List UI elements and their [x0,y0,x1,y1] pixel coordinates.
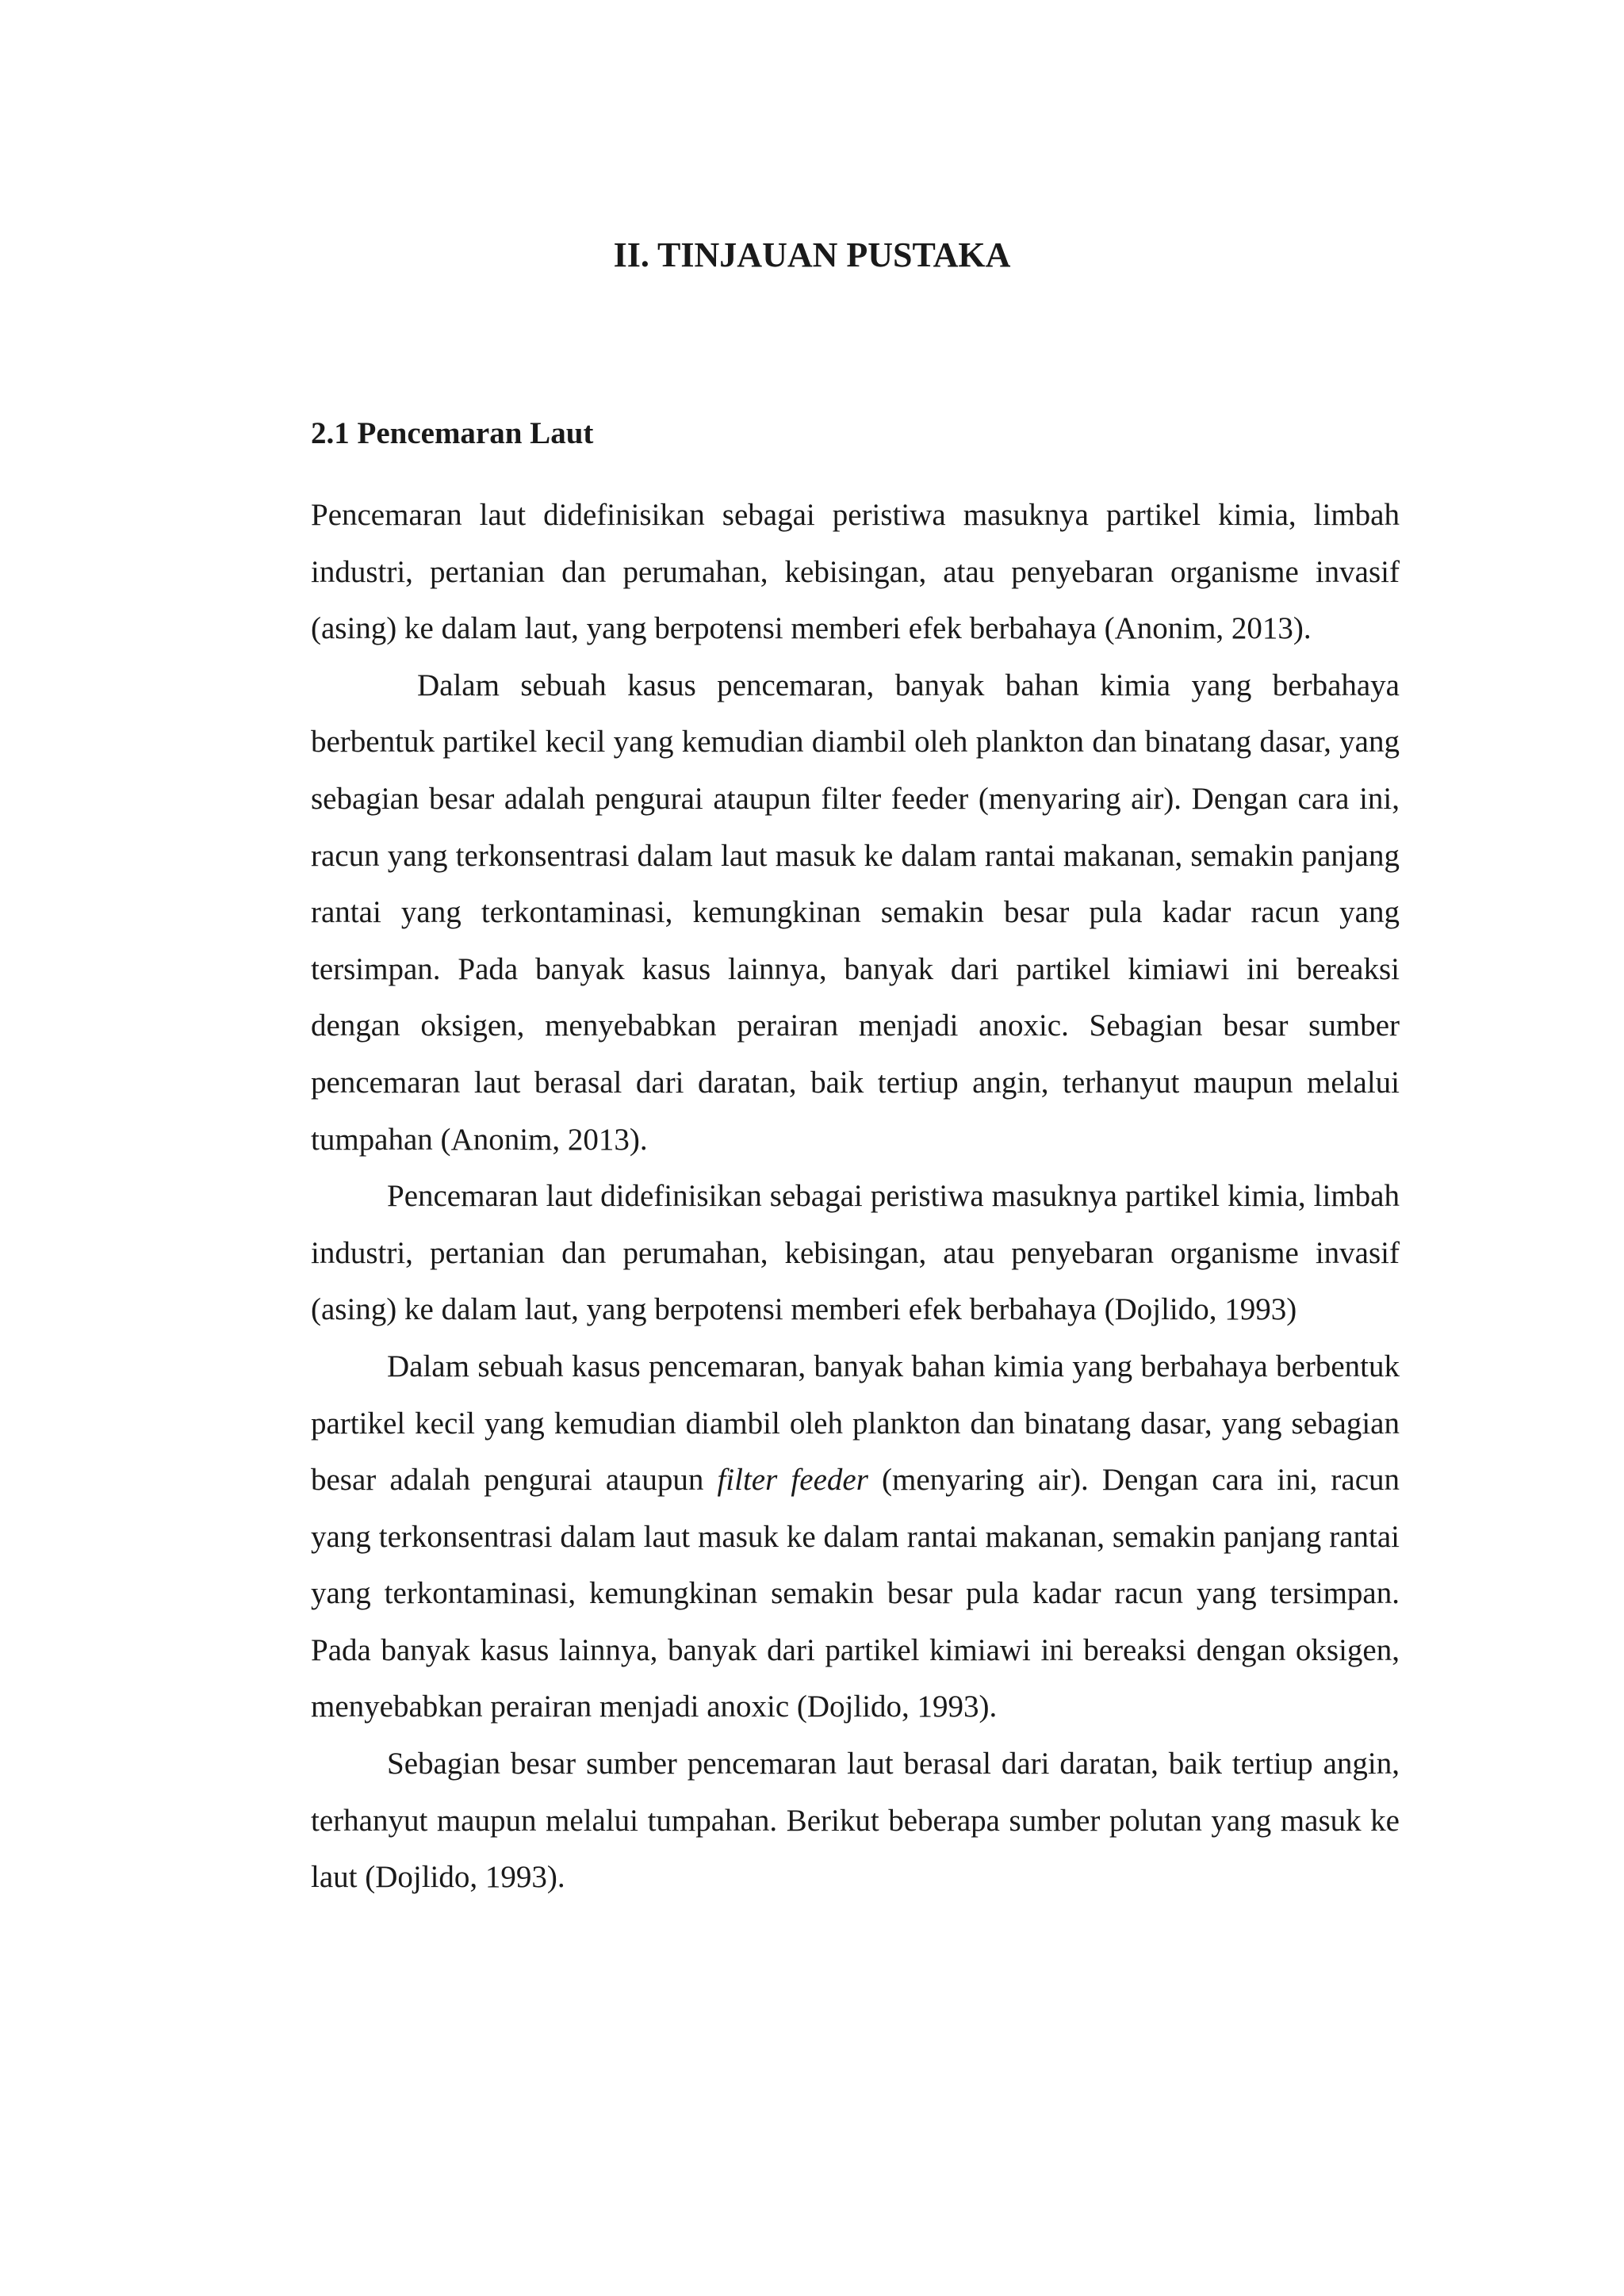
chapter-title: II. TINJAUAN PUSTAKA [613,235,1011,274]
italic-term: filter feeder [717,1463,868,1498]
paragraph-2: Dalam sebuah kasus pencemaran, banyak bahan kimia yang berbahaya berbentuk partikel kecil yang kemudian diambil oleh plankton dan binatang dasar, yang sebagian besar adalah pengurai ataupun filter feeder (menyaring air). Dengan cara ini, racun yang terkonsentrasi dalam laut masuk ke dalam rantai makanan, semakin panjang rantai yang terkontaminasi, kemungkinan semakin besar pula kadar racun yang tersimpan. Pada banyak kasus lainnya, banyak dari partikel kimiawi ini bereaksi dengan oksigen, menyebabkan perairan menjadi anoxic. Sebagian besar sumber pencemaran laut berasal dari daratan, baik tertiup angin, terhanyut maupun melalui tumpahan (Anonim, 2013). [311,668,1400,1157]
body-text [311,487,1400,1906]
paragraph-4-text-end: (menyaring air). Dengan cara ini, racun yang terkonsentrasi dalam laut masuk ke dalam rantai makanan, semakin panjang rantai yang terkontaminasi, kemungkinan semakin besar pula kadar racun yang tersimpan. Pada banyak kasus lainnya, banyak dari partikel kimiawi ini bereaksi dengan oksigen, menyebabkan perairan menjadi anoxic (Dojlido, 1993). [311,1463,1400,1724]
section-heading: 2.1 Pencemaran Laut [311,416,594,450]
paragraph-4-text-start: Dalam sebuah kasus pencemaran, banyak bahan kimia yang berbahaya berbentuk partikel kecil yang kemudian diambil oleh plankton dan binatang dasar, yang sebagian besar adalah pengurai ataupun [311,1349,1400,1498]
paragraph-1: Pencemaran laut didefinisikan sebagai peristiwa masuknya partikel kimia, limbah industri, pertanian dan perumahan, kebisingan, atau penyebaran organisme invasif (asing) ke dalam laut, yang berpotensi memberi efek berbahaya (Anonim, 2013). [311,498,1400,646]
paragraph-4 [311,1338,1400,1735]
paragraph-3: Pencemaran laut didefinisikan sebagai peristiwa masuknya partikel kimia, limbah industri, pertanian dan perumahan, kebisingan, atau penyebaran organisme invasif (asing) ke dalam laut, yang berpotensi memberi efek berbahaya (Dojlido, 1993) [311,1179,1400,1327]
paragraph-5: Sebagian besar sumber pencemaran laut berasal dari daratan, baik tertiup angin, terhanyut maupun melalui tumpahan. Berikut beberapa sumber polutan yang masuk ke laut (Dojlido, 1993). [311,1747,1400,1895]
